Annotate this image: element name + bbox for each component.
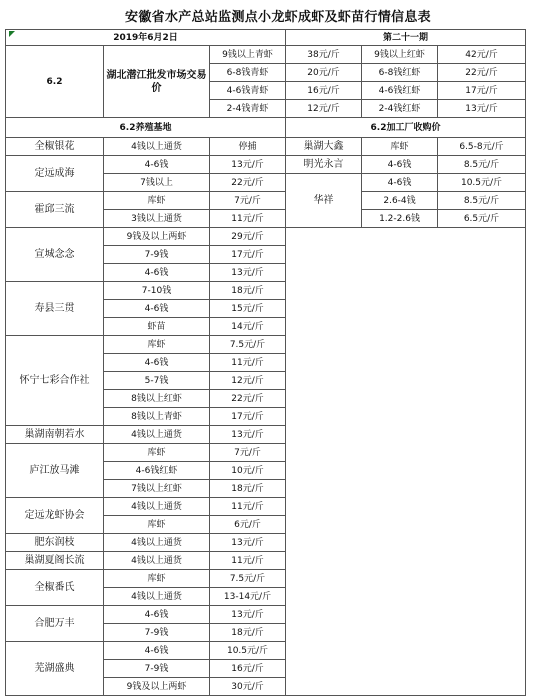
spec-cell: 3钱以上通货 xyxy=(104,210,210,228)
price-cell: 11元/斤 xyxy=(210,552,286,570)
base-name: 全椒番氏 xyxy=(6,570,104,606)
price-cell: 10元/斤 xyxy=(210,462,286,480)
spec-cell: 8钱以上红虾 xyxy=(104,390,210,408)
price-cell: 22元/斤 xyxy=(210,390,286,408)
base-name: 芜湖盛典 xyxy=(6,642,104,696)
base-name: 全椒银花 xyxy=(6,138,104,156)
price-cell: 11元/斤 xyxy=(210,498,286,516)
report-date: 2019年6月2日 xyxy=(6,30,286,46)
spec-cell: 9钱及以上两虾 xyxy=(104,228,210,246)
price-cell: 42元/斤 xyxy=(438,46,526,64)
plant-name: 明光永言 xyxy=(286,156,362,174)
price-cell: 18元/斤 xyxy=(210,624,286,642)
data-row xyxy=(6,192,526,210)
spec-cell: 8钱以上青虾 xyxy=(104,408,210,426)
price-cell: 13元/斤 xyxy=(210,534,286,552)
base-name: 肥东润枝 xyxy=(6,534,104,552)
header-row xyxy=(6,30,526,46)
spec-cell: 6-8钱青虾 xyxy=(210,64,286,82)
spec-cell: 1.2-2.6钱 xyxy=(362,210,438,228)
price-cell: 13元/斤 xyxy=(210,264,286,282)
base-name: 霍邱三流 xyxy=(6,192,104,228)
price-cell: 38元/斤 xyxy=(286,46,362,64)
spec-cell: 6-8钱红虾 xyxy=(362,64,438,82)
base-name: 宣城念念 xyxy=(6,228,104,282)
data-row xyxy=(6,138,526,156)
price-cell: 13元/斤 xyxy=(438,100,526,118)
price-cell: 11元/斤 xyxy=(210,210,286,228)
price-cell: 13元/斤 xyxy=(210,156,286,174)
spec-cell: 2-4钱红虾 xyxy=(362,100,438,118)
market-date: 6.2 xyxy=(6,46,104,118)
price-cell: 13-14元/斤 xyxy=(210,588,286,606)
price-cell: 29元/斤 xyxy=(210,228,286,246)
price-cell: 6元/斤 xyxy=(210,516,286,534)
spec-cell: 4钱以上通货 xyxy=(104,426,210,444)
spec-cell: 库虾 xyxy=(104,192,210,210)
spec-cell: 库虾 xyxy=(104,444,210,462)
price-cell: 8.5元/斤 xyxy=(438,192,526,210)
spec-cell: 库虾 xyxy=(104,570,210,588)
section-plant: 6.2加工厂收购价 xyxy=(286,118,526,138)
spec-cell: 4-6钱 xyxy=(104,354,210,372)
base-name: 定远成海 xyxy=(6,156,104,192)
price-cell: 6.5-8元/斤 xyxy=(438,138,526,156)
spec-cell: 2-4钱青虾 xyxy=(210,100,286,118)
plant-name: 巢湖大鑫 xyxy=(286,138,362,156)
section-row xyxy=(6,118,526,138)
price-cell: 16元/斤 xyxy=(286,82,362,100)
spec-cell: 7-9钱 xyxy=(104,660,210,678)
price-cell: 17元/斤 xyxy=(210,408,286,426)
spec-cell: 7-10钱 xyxy=(104,282,210,300)
spec-cell: 4钱以上通货 xyxy=(104,588,210,606)
price-cell: 22元/斤 xyxy=(210,174,286,192)
price-cell: 30元/斤 xyxy=(210,678,286,696)
spec-cell: 2.6-4钱 xyxy=(362,192,438,210)
base-name: 巢湖夏阁长流 xyxy=(6,552,104,570)
spec-cell: 7钱以上 xyxy=(104,174,210,192)
spec-cell: 4钱以上通货 xyxy=(104,138,210,156)
spec-cell: 4钱以上通货 xyxy=(104,534,210,552)
sheet-title: 安徽省水产总站监测点小龙虾成虾及虾苗行情信息表 xyxy=(125,10,431,25)
base-name: 定远龙虾协会 xyxy=(6,498,104,534)
spec-cell: 4-6钱 xyxy=(104,606,210,624)
price-cell: 13元/斤 xyxy=(210,606,286,624)
spec-cell: 4钱以上通货 xyxy=(104,552,210,570)
price-cell: 18元/斤 xyxy=(210,282,286,300)
price-cell: 7.5元/斤 xyxy=(210,570,286,588)
spec-cell: 7-9钱 xyxy=(104,246,210,264)
price-cell: 7.5元/斤 xyxy=(210,336,286,354)
price-cell: 14元/斤 xyxy=(210,318,286,336)
price-table xyxy=(5,29,526,696)
market-row xyxy=(6,46,526,64)
spec-cell: 7-9钱 xyxy=(104,624,210,642)
price-cell: 6.5元/斤 xyxy=(438,210,526,228)
price-cell: 17元/斤 xyxy=(210,246,286,264)
issue-number: 第二十一期 xyxy=(286,30,526,46)
price-cell: 8.5元/斤 xyxy=(438,156,526,174)
base-name: 巢湖南朝若水 xyxy=(6,426,104,444)
plant-name: 华祥 xyxy=(286,174,362,228)
spec-cell: 4-6钱红虾 xyxy=(104,462,210,480)
market-name: 湖北潜江批发市场交易价 xyxy=(104,46,210,118)
price-cell: 20元/斤 xyxy=(286,64,362,82)
price-cell: 停捕 xyxy=(210,138,286,156)
price-cell: 7元/斤 xyxy=(210,444,286,462)
section-base: 6.2养殖基地 xyxy=(6,118,286,138)
spec-cell: 4-6钱 xyxy=(104,642,210,660)
spec-cell: 4-6钱 xyxy=(104,264,210,282)
spec-cell: 4-6钱 xyxy=(362,156,438,174)
spec-cell: 5-7钱 xyxy=(104,372,210,390)
price-cell: 12元/斤 xyxy=(286,100,362,118)
spec-cell: 9钱以上红虾 xyxy=(362,46,438,64)
price-cell: 17元/斤 xyxy=(438,82,526,100)
price-cell: 10.5元/斤 xyxy=(438,174,526,192)
base-name: 寿县三贯 xyxy=(6,282,104,336)
price-cell: 7元/斤 xyxy=(210,192,286,210)
spec-cell: 4-6钱青虾 xyxy=(210,82,286,100)
spec-cell: 4-6钱 xyxy=(104,156,210,174)
data-row xyxy=(6,156,526,174)
price-cell: 10.5元/斤 xyxy=(210,642,286,660)
price-cell: 15元/斤 xyxy=(210,300,286,318)
spec-cell: 9钱及以上两虾 xyxy=(104,678,210,696)
spec-cell: 4钱以上通货 xyxy=(104,498,210,516)
price-cell: 16元/斤 xyxy=(210,660,286,678)
base-name: 庐江放马滩 xyxy=(6,444,104,498)
price-cell: 11元/斤 xyxy=(210,354,286,372)
spec-cell: 4-6钱 xyxy=(104,300,210,318)
spec-cell: 7钱以上红虾 xyxy=(104,480,210,498)
price-cell: 13元/斤 xyxy=(210,426,286,444)
price-cell: 22元/斤 xyxy=(438,64,526,82)
base-name: 怀宁七彩合作社 xyxy=(6,336,104,426)
spec-cell: 9钱以上青虾 xyxy=(210,46,286,64)
price-cell: 12元/斤 xyxy=(210,372,286,390)
blank-area xyxy=(286,228,526,696)
price-cell: 18元/斤 xyxy=(210,480,286,498)
spec-cell: 库虾 xyxy=(104,336,210,354)
spec-cell: 4-6钱红虾 xyxy=(362,82,438,100)
spec-cell: 虾苗 xyxy=(104,318,210,336)
data-row xyxy=(6,228,526,246)
spec-cell: 库虾 xyxy=(104,516,210,534)
spec-cell: 库虾 xyxy=(362,138,438,156)
base-name: 合肥万丰 xyxy=(6,606,104,642)
spec-cell: 4-6钱 xyxy=(362,174,438,192)
